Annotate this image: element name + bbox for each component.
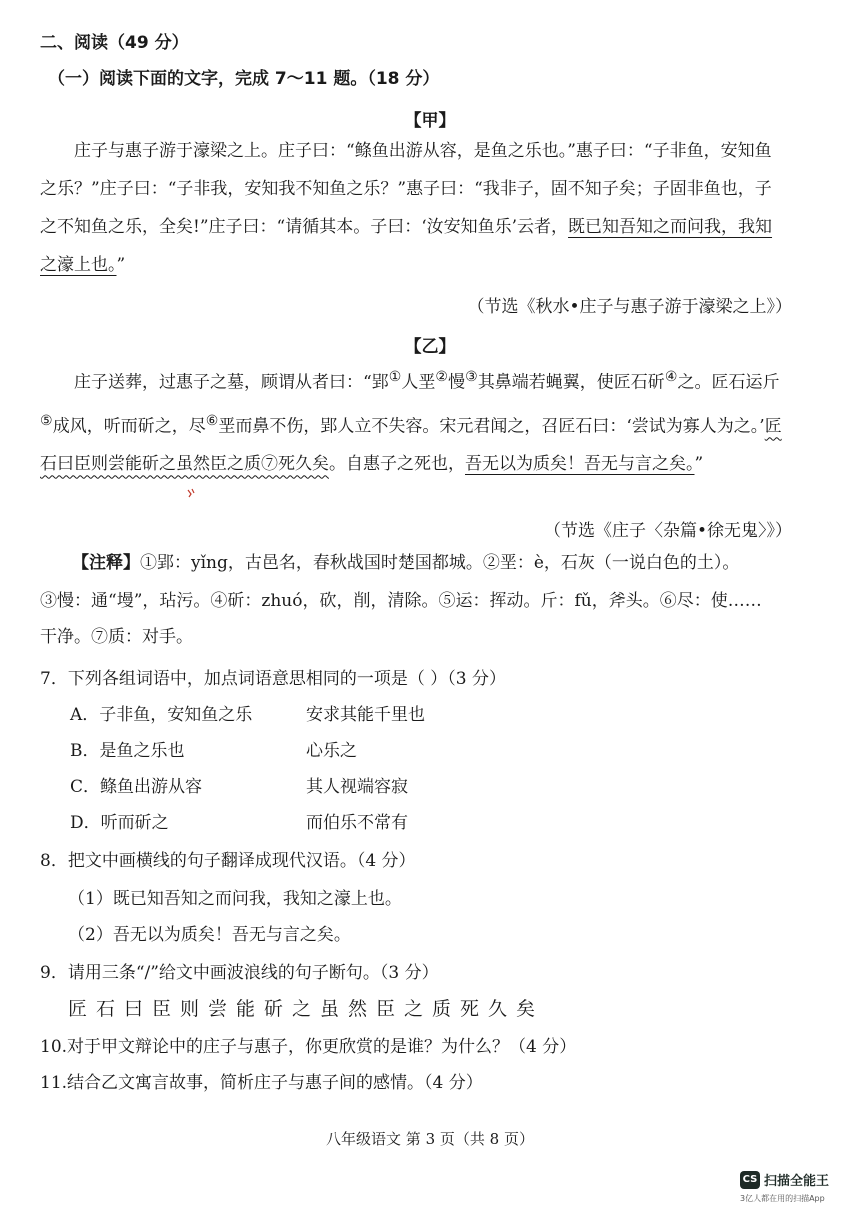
q9-characters: 匠石曰臣则尝能斫之虽然臣之质死久矣 [68,998,545,1020]
red-ink-mark [186,488,196,498]
notes-line-2: ③慢：通“墁”，玷污。④斫：zhuó，砍，削，清除。⑤运：挥动。斤：fǔ，斧头。⑥尽：使…… [40,591,762,611]
page-footer: 八年级语文 第 3 页（共 8 页） [326,1130,534,1148]
yi-wavy-sentence: 匠石曰臣则尝能斫之虽然臣之质⑦死久矣 [40,416,782,475]
yi-text-end: ” [694,454,704,475]
watermark-brand: 扫描全能王 [764,1174,830,1189]
yi-text: 其鼻端若蝇翼，使匠石斫 [477,372,665,393]
q8-sentence-1: （1）既已知吾知之而问我，我知之濠上也。 [68,889,402,909]
note-ref: ⑥ [205,412,219,429]
yi-source: （节选《庄子〈杂篇•徐无鬼〉》） [543,521,792,541]
jia-underlined-sentence: 既已知吾知之而问我，我知之濠上也。 [40,217,773,275]
note-ref: ④ [664,369,678,385]
q8-sentence-2: （2）吾无以为质矣！吾无与言之矣。 [68,925,351,945]
q7-option-c-pair: 其人视端容寂 [306,777,408,797]
q7-option-c: C．鲦鱼出游从容 [70,777,203,797]
yi-text: 人垩 [401,372,436,393]
notes-text: ①郢：yǐng，古邑名，春秋战国时楚国都城。②垩：è，石灰（一说白色的土）。 [140,553,740,573]
yi-underlined-sentence: 吾无以为质矣！吾无与言之矣。 [465,454,695,475]
yi-text: 慢 [448,372,466,393]
note-ref: ① [388,369,402,385]
note-ref: ⑤ [40,412,53,429]
jia-text: 庄子与惠子游于濠梁之上。庄子曰：“鲦鱼出游从容，是鱼之乐也。”惠子曰：“子非鱼，安知鱼之乐？”庄子曰：“子非我，安知我不知鱼之乐？”惠子曰：“我非子，固不知子矣；子固非鱼也，子之不知鱼之乐，全矣!”庄子曰：“请循其本。子曰：‘汝安知鱼乐’云者， [40,141,772,237]
q7-option-b-pair: 心乐之 [306,741,357,761]
note-ref: ③ [465,369,478,385]
q10-stem: 10.对于甲文辩论中的庄子与惠子，你更欣赏的是谁？为什么？（4 分） [40,1037,577,1057]
yi-text: 垩而鼻不伤，郢人立不失容。宋元君闻之，召匠石曰：‘尝试为寡人为之。’ [218,416,765,437]
jia-source: （节选《秋水•庄子与惠子游于濠梁之上》） [467,297,792,317]
yi-heading: 【乙】 [404,337,456,357]
jia-paragraph [40,132,785,284]
q7-stem: 7．下列各组词语中，加点词语意思相同的一项是（ ）（3 分） [40,669,506,689]
q7-option-a-pair: 安求其能千里也 [306,705,425,725]
notes-line-3: 干净。⑦质：对手。 [40,627,193,647]
q7-option-a: A．子非鱼，安知鱼之乐 [70,705,253,725]
notes-line-1 [72,552,739,574]
yi-paragraph [40,358,785,483]
scanner-watermark [740,1170,829,1189]
yi-text: 之。匠石运斤 [677,372,780,393]
cs-logo-icon: CS [740,1171,760,1189]
note-ref: ② [435,369,449,385]
yi-text: 庄子送葬，过惠子之墓，顾谓从者曰：“郢 [74,372,389,393]
section-title: 二、阅读（49 分） [40,33,189,53]
section-subtitle: （一）阅读下面的文字，完成 7～11 题。（18 分） [48,69,440,89]
watermark-tagline: 3亿人都在用的扫描App [740,1194,825,1203]
yi-text: 成风，听而斫之，尽 [52,416,206,437]
notes-label: 【注释】 [72,553,140,573]
q9-stem: 9．请用三条“/”给文中画波浪线的句子断句。（3 分） [40,963,439,983]
jia-heading: 【甲】 [404,111,456,131]
q11-stem: 11.结合乙文寓言故事，简析庄子与惠子间的感情。（4 分） [40,1073,483,1093]
jia-text-end: ” [116,255,126,275]
q7-option-d-pair: 而伯乐不常有 [306,813,408,833]
q8-stem: 8．把文中画横线的句子翻译成现代汉语。（4 分） [40,851,416,871]
q7-option-d: D．听而斫之 [70,813,169,833]
yi-text: 。自惠子之死也， [329,454,465,475]
q7-option-b: B．是鱼之乐也 [70,741,185,761]
